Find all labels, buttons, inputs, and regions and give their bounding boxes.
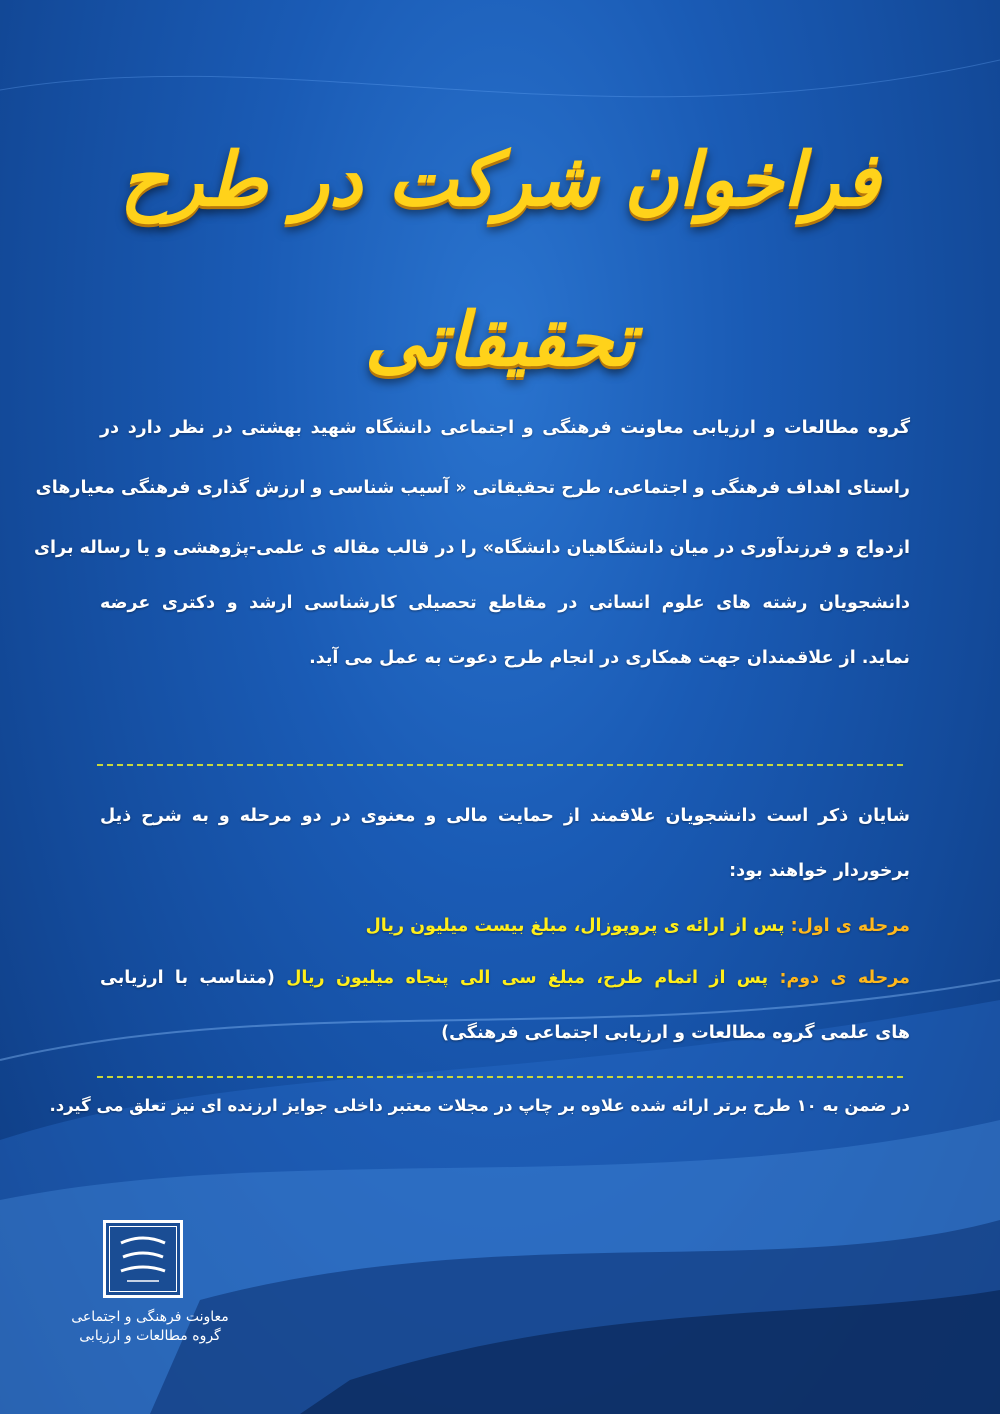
intro-line: گروه مطالعات و ارزیابی معاونت فرهنگی و اجتماعی دانشگاه شهید بهشتی در نظر دارد در xyxy=(100,418,910,438)
stage-2-note: (متناسب با ارزیابی xyxy=(100,968,287,988)
footer-note: در ضمن به ۱۰ طرح برتر ارائه شده علاوه بر چاپ در مجلات معتبر داخلی جوایز ارزنده ای نیز تعلق می گیرد. xyxy=(49,1096,910,1115)
seal-calligraphy-icon xyxy=(113,1229,173,1289)
stage-2-label: مرحله ی دوم: xyxy=(779,968,910,988)
stage-1-label: مرحله ی اول: xyxy=(790,916,910,936)
logo-caption xyxy=(50,1308,250,1346)
intro-line: راستای اهداف فرهنگی و اجتماعی، طرح تحقیقاتی « آسیب شناسی و ارزش گذاری فرهنگی معیارهای xyxy=(35,478,910,498)
intro-line: دانشجویان رشته های علوم انسانی در مقاطع تحصیلی کارشناسی ارشد و دکتری عرضه xyxy=(100,593,910,613)
university-seal-logo xyxy=(103,1220,183,1298)
logo-line-1: معاونت فرهنگی و اجتماعی xyxy=(71,1309,229,1325)
stage-2 xyxy=(100,968,910,988)
support-line: شایان ذکر است دانشجویان علاقمند از حمایت مالی و معنوی در دو مرحله و به شرح ذیل xyxy=(100,806,910,826)
poster-title: فراخوان شرکت در طرح تحقیقاتی xyxy=(120,137,880,383)
stage-2-text: پس از اتمام طرح، مبلغ سی الی پنجاه میلیون ریال xyxy=(286,968,780,988)
stage-1-text: پس از ارائه ی پروپوزال، مبلغ بیست میلیون ریال xyxy=(365,916,791,936)
stage-1 xyxy=(100,916,910,936)
support-line: برخوردار خواهند بود: xyxy=(729,861,910,881)
divider xyxy=(97,764,903,766)
divider xyxy=(97,1076,903,1078)
intro-line: ازدواج و فرزندآوری در میان دانشگاهیان دانشگاه» را در قالب مقاله ی علمی-پژوهشی و یا رساله برای xyxy=(34,538,910,558)
intro-line: نماید. از علاقمندان جهت همکاری در انجام طرح دعوت به عمل می آید. xyxy=(309,648,910,668)
stage-2-note-cont: های علمی گروه مطالعات و ارزیابی اجتماعی فرهنگی) xyxy=(441,1023,910,1043)
logo-line-2: گروه مطالعات و ارزیابی xyxy=(79,1328,221,1344)
